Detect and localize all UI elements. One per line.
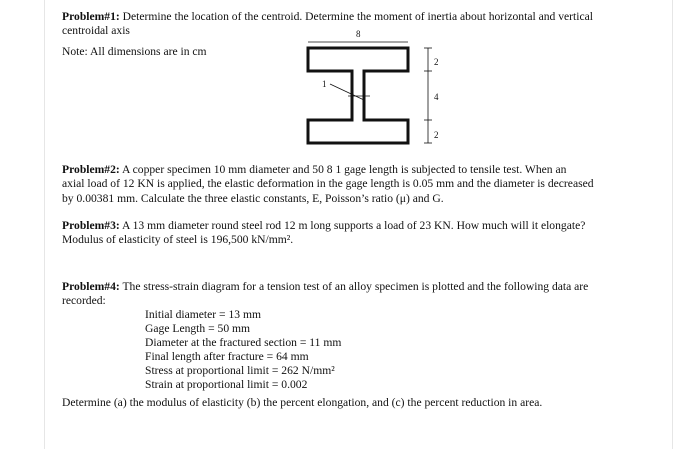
flange-bottom-label: 2 <box>434 130 439 140</box>
web-width-label: 1 <box>322 79 327 89</box>
problem-3 <box>62 219 662 248</box>
web-height-label: 4 <box>434 92 439 102</box>
recorded-data-list <box>145 308 341 392</box>
data-item: Gage Length = 50 mm <box>145 322 251 335</box>
top-width-label: 8 <box>356 29 361 39</box>
flange-top-label: 2 <box>434 57 439 67</box>
problem-2-line-2: axial load of 12 KN is applied, the elastic deformation in the gage length is 0.05 mm and the diameter is decreased <box>62 177 594 191</box>
web-leader-line <box>330 84 364 100</box>
dimensions-note: Note: All dimensions are in cm <box>62 45 207 58</box>
problem-1-label: Problem#1: <box>62 10 120 23</box>
problem-1-text-cont: centroidal axis <box>62 24 130 38</box>
problem-2-label: Problem#2: <box>62 163 120 176</box>
problem-4-line-2: recorded: <box>62 294 106 308</box>
problem-4-label: Problem#4: <box>62 280 120 293</box>
data-item: Initial diameter = 13 mm <box>145 308 262 321</box>
problem-2-line-1: A copper specimen 10 mm diameter and 50 8 1 gage length is subjected to tensile test. When an <box>119 163 567 176</box>
problem-3-line-1: A 13 mm diameter round steel rod 12 m long supports a load of 23 KN. How much will it elongate? <box>119 219 586 232</box>
left-border <box>44 0 45 449</box>
problem-3-label: Problem#3: <box>62 219 120 232</box>
data-item: Strain at proportional limit = 0.002 <box>145 378 308 391</box>
problem-4-line-1: The stress-strain diagram for a tension test of an alloy specimen is plotted and the following data are <box>119 280 589 293</box>
data-item: Stress at proportional limit = 262 N/mm² <box>145 364 335 377</box>
problem-2-line-3: by 0.00381 mm. Calculate the three elastic constants, E, Poisson’s ratio (μ) and G. <box>62 191 444 205</box>
i-beam-outline <box>308 48 408 143</box>
right-border <box>672 0 673 449</box>
problem-2 <box>62 163 662 206</box>
problem-1-text: Determine the location of the centroid. Determine the moment of inertia about horizontal and vertical <box>119 10 593 23</box>
i-beam-diagram <box>290 28 460 160</box>
data-item: Final length after fracture = 64 mm <box>145 350 309 363</box>
problem-4-question: Determine (a) the modulus of elasticity (b) the percent elongation, and (c) the percent reduction in area. <box>62 396 543 409</box>
data-item: Diameter at the fractured section = 11 mm <box>145 336 342 349</box>
problem-4 <box>62 280 662 309</box>
problem-3-line-2: Modulus of elasticity of steel is 196,500 kN/mm². <box>62 233 294 247</box>
